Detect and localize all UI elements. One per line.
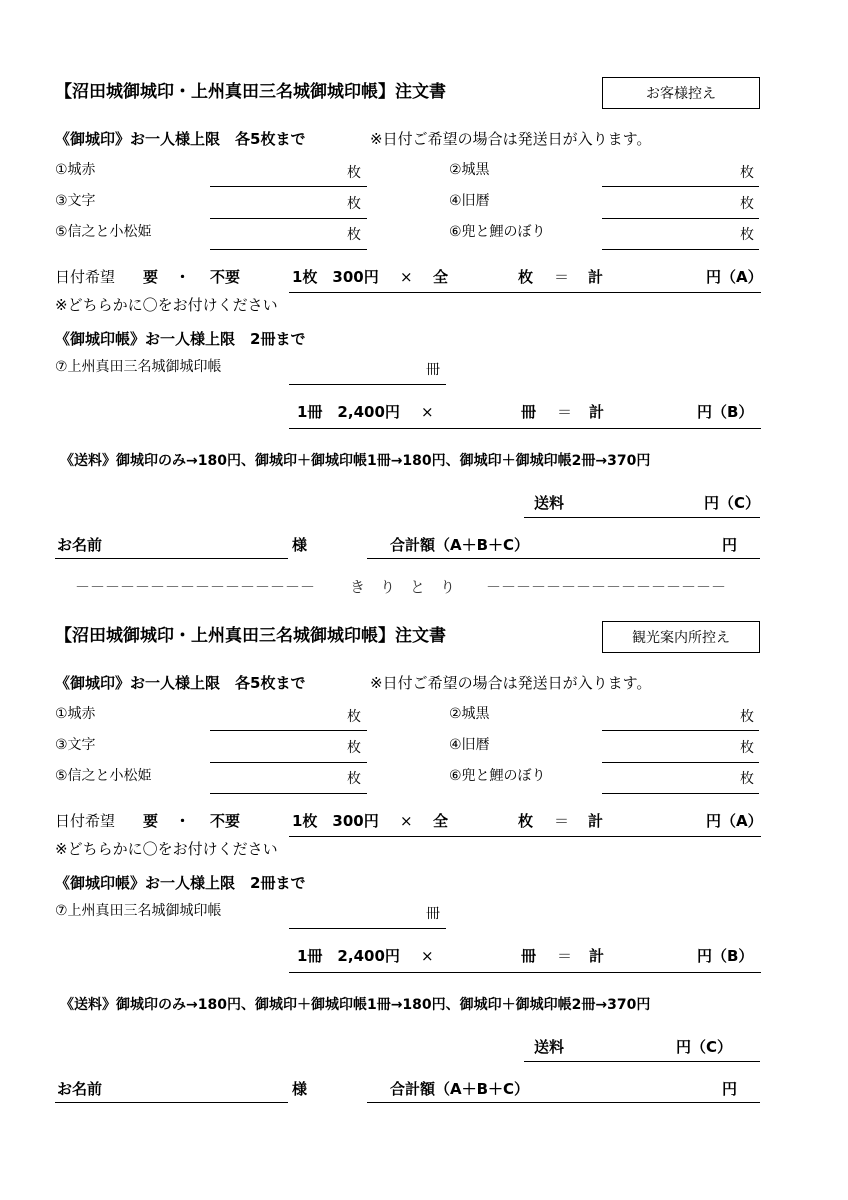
seal-subtotal-yen-a: 円（A） [706, 812, 763, 830]
item-quantity-field-4[interactable] [602, 218, 759, 219]
item-label-2: ②城黒 [449, 706, 490, 722]
book-quantity-field[interactable] [289, 384, 446, 385]
seal-subtotal-line[interactable] [289, 292, 761, 293]
item-unit-4: 枚 [740, 740, 754, 756]
item-label-2: ②城黒 [449, 162, 490, 178]
item-unit-3: 枚 [347, 740, 361, 756]
name-label: お名前 [57, 536, 103, 554]
name-suffix: 様 [292, 1080, 308, 1098]
circle-note: ※どちらかに〇をお付けください [55, 296, 278, 314]
item-unit-4: 枚 [740, 196, 754, 212]
book-unit-price: 1冊 2,400円 [297, 947, 400, 965]
copy-label: お客様控え [646, 86, 716, 102]
item-unit-6: 枚 [740, 771, 754, 787]
circle-note: ※どちらかに〇をお付けください [55, 840, 278, 858]
seal-unit-price: 1枚 300円 [292, 812, 379, 830]
item-label-5: ⑤信之と小松姫 [55, 224, 152, 240]
grand-total-label: 合計額（A＋B＋C） [390, 1080, 530, 1098]
book-heading: 《御城印帳》お一人様上限 2冊まで [55, 874, 306, 892]
shipping-line[interactable] [524, 1061, 760, 1062]
item-unit-5: 枚 [347, 771, 361, 787]
grand-total-label: 合計額（A＋B＋C） [390, 536, 530, 554]
item-unit-1: 枚 [347, 165, 361, 181]
name-field[interactable] [55, 1102, 288, 1103]
item-label-4: ④旧暦 [449, 737, 490, 753]
item-label-3: ③文字 [55, 193, 96, 209]
seal-equals: ＝ [554, 268, 570, 286]
date-wish-separator: ・ [175, 268, 191, 286]
name-suffix: 様 [292, 536, 308, 554]
book-subtotal-line[interactable] [289, 972, 761, 973]
item-label-6: ⑥兜と鯉のぼり [449, 224, 546, 240]
item-quantity-field-5[interactable] [210, 249, 367, 250]
item-quantity-field-5[interactable] [210, 793, 367, 794]
date-wish-yes[interactable]: 要 [143, 812, 159, 830]
book-total-label: 計 [589, 403, 605, 421]
grand-total-yen: 円 [722, 536, 738, 554]
date-wish-label: 日付希望 [55, 268, 116, 286]
shipping-label: 送料 [534, 1038, 565, 1056]
book-equals: ＝ [557, 947, 573, 965]
shipping-yen-c: 円（C） [704, 494, 761, 512]
item-label-5: ⑤信之と小松姫 [55, 768, 152, 784]
item-unit-2: 枚 [740, 165, 754, 181]
book-quantity-field[interactable] [289, 928, 446, 929]
seal-total-label: 計 [588, 268, 604, 286]
cut-line-dashes-right: －－－－－－－－－－－－－－－－ [486, 578, 727, 596]
book-equals: ＝ [557, 403, 573, 421]
book-count-unit: 冊 [521, 947, 537, 965]
seal-heading: 《御城印》お一人様上限 各5枚まで [55, 674, 306, 692]
seal-total-label: 計 [588, 812, 604, 830]
seal-all-label: 全 [433, 812, 449, 830]
item-label-1: ①城赤 [55, 162, 96, 178]
book-total-label: 計 [589, 947, 605, 965]
order-form-tourist-office-copy [0, 544, 848, 1104]
name-label: お名前 [57, 1080, 103, 1098]
item-unit-5: 枚 [347, 227, 361, 243]
date-wish-yes[interactable]: 要 [143, 268, 159, 286]
date-wish-no[interactable]: 不要 [210, 812, 241, 830]
seal-count-unit: 枚 [518, 268, 534, 286]
grand-total-line[interactable] [367, 1102, 760, 1103]
copy-label: 観光案内所控え [632, 630, 730, 646]
item-quantity-field-3[interactable] [210, 762, 367, 763]
book-subtotal-yen-b: 円（B） [697, 403, 754, 421]
item-quantity-field-1[interactable] [210, 186, 367, 187]
item-label-4: ④旧暦 [449, 193, 490, 209]
item-quantity-field-6[interactable] [602, 793, 759, 794]
order-form-customer-copy [0, 0, 848, 560]
book-count-unit: 冊 [521, 403, 537, 421]
seal-times: × [400, 812, 413, 830]
date-note: ※日付ご希望の場合は発送日が入ります。 [370, 674, 652, 692]
book-subtotal-yen-b: 円（B） [697, 947, 754, 965]
book-item-label: ⑦上州真田三名城御城印帳 [55, 359, 222, 375]
item-unit-6: 枚 [740, 227, 754, 243]
seal-times: × [400, 268, 413, 286]
item-label-6: ⑥兜と鯉のぼり [449, 768, 546, 784]
item-label-3: ③文字 [55, 737, 96, 753]
copy-label-box [602, 77, 760, 109]
item-quantity-field-1[interactable] [210, 730, 367, 731]
date-note: ※日付ご希望の場合は発送日が入ります。 [370, 130, 652, 148]
seal-subtotal-yen-a: 円（A） [706, 268, 763, 286]
item-unit-2: 枚 [740, 709, 754, 725]
item-quantity-field-6[interactable] [602, 249, 759, 250]
seal-all-label: 全 [433, 268, 449, 286]
shipping-note: 《送料》御城印のみ→180円、御城印＋御城印帳1冊→180円、御城印＋御城印帳2冊→370円 [60, 453, 651, 469]
seal-heading: 《御城印》お一人様上限 各5枚まで [55, 130, 306, 148]
shipping-line[interactable] [524, 517, 760, 518]
shipping-note: 《送料》御城印のみ→180円、御城印＋御城印帳1冊→180円、御城印＋御城印帳2冊→370円 [60, 997, 651, 1013]
item-quantity-field-2[interactable] [602, 730, 759, 731]
seal-equals: ＝ [554, 812, 570, 830]
form-title: 【沼田城御城印・上州真田三名城御城印帳】注文書 [55, 626, 446, 646]
date-wish-no[interactable]: 不要 [210, 268, 241, 286]
date-wish-separator: ・ [175, 812, 191, 830]
item-label-1: ①城赤 [55, 706, 96, 722]
shipping-label: 送料 [534, 494, 565, 512]
seal-count-unit: 枚 [518, 812, 534, 830]
book-subtotal-line[interactable] [289, 428, 761, 429]
book-item-label: ⑦上州真田三名城御城印帳 [55, 903, 222, 919]
book-unit-price: 1冊 2,400円 [297, 403, 400, 421]
item-quantity-field-2[interactable] [602, 186, 759, 187]
book-times: × [421, 403, 434, 421]
copy-label-box [602, 621, 760, 653]
date-wish-label: 日付希望 [55, 812, 116, 830]
cut-line-label: き り と り [350, 578, 456, 596]
book-item-unit: 冊 [426, 906, 440, 922]
cut-line-dashes-left: －－－－－－－－－－－－－－－－ [75, 578, 316, 596]
seal-unit-price: 1枚 300円 [292, 268, 379, 286]
book-heading: 《御城印帳》お一人様上限 2冊まで [55, 330, 306, 348]
item-unit-3: 枚 [347, 196, 361, 212]
item-quantity-field-4[interactable] [602, 762, 759, 763]
grand-total-yen: 円 [722, 1080, 738, 1098]
item-quantity-field-3[interactable] [210, 218, 367, 219]
seal-subtotal-line[interactable] [289, 836, 761, 837]
item-unit-1: 枚 [347, 709, 361, 725]
book-times: × [421, 947, 434, 965]
form-title: 【沼田城御城印・上州真田三名城御城印帳】注文書 [55, 82, 446, 102]
shipping-yen-c: 円（C） [676, 1038, 733, 1056]
book-item-unit: 冊 [426, 362, 440, 378]
